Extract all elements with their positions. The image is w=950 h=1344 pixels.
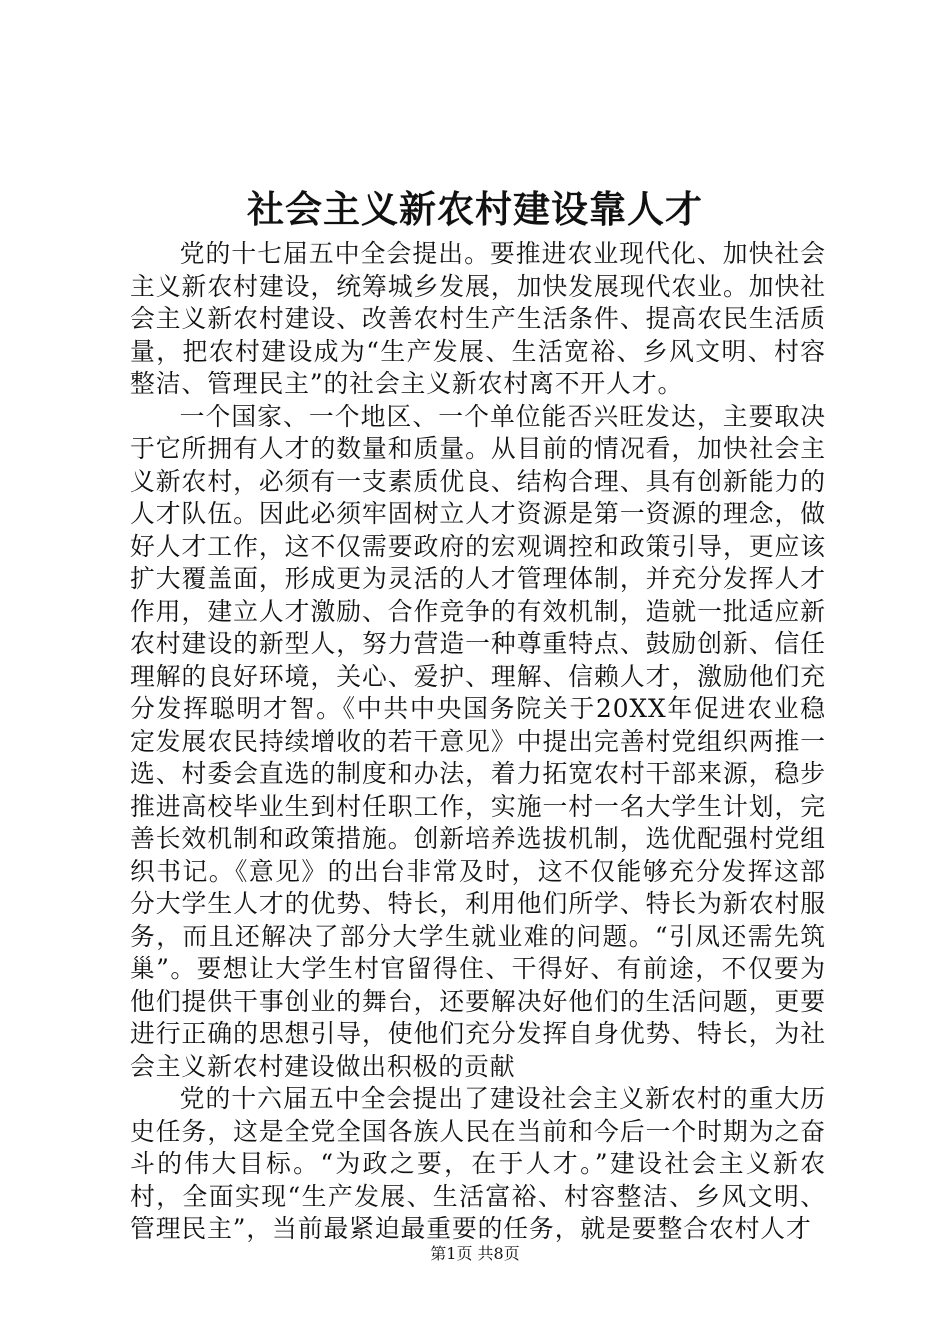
document-body (130, 238, 826, 1246)
page-footer: 第1页 共8页 (430, 1244, 520, 1263)
paragraph-1: 党的十七届五中全会提出。要推进农业现代化、加快社会主义新农村建设，统筹城乡发展，加快发展现代农业。加快社会主义新农村建设、改善农村生产生活条件、提高农民生活质量，把农村建设成为“生产发展、生活宽裕、乡风文明、村容整洁、管理民主”的社会主义新农村离不开人才。 (130, 239, 826, 398)
paragraph-3: 党的十六届五中全会提出了建设社会主义新农村的重大历史任务，这是全党全国各族人民在当前和今后一个时期为之奋斗的伟大目标。“为政之要，在于人才。”建设社会主义新农村，全面实现“生产发展、生活富裕、村容整洁、乡风文明、管理民主”，当前最紧迫最重要的任务，就是要整合农村人才 (130, 1084, 826, 1243)
document-title: 社会主义新农村建设靠人才 (247, 187, 703, 231)
paragraph-2: 一个国家、一个地区、一个单位能否兴旺发达，主要取决于它所拥有人才的数量和质量。从目前的情况看，加快社会主义新农村，必须有一支素质优良、结构合理、具有创新能力的人才队伍。因此必须牢固树立人才资源是第一资源的理念，做好人才工作，这不仅需要政府的宏观调控和政策引导，更应该扩大覆盖面，形成更为灵活的人才管理体制，并充分发挥人才作用，建立人才激励、合作竞争的有效机制，造就一批适应新农村建设的新型人，努力营造一种尊重特点、鼓励创新、信任理解的良好环境，关心、爱护、理解、信赖人才，激励他们充分发挥聪明才智。《中共中央国务院关于20XX年促进农业稳定发展农民持续增收的若干意见》中提出完善村党组织两推一选、村委会直选的制度和办法，着力拓宽农村干部来源，稳步推进高校毕业生到村任职工作，实施一村一名大学生计划，完善长效机制和政策措施。创新培养选拔机制，选优配强村党组织书记。《意见》的出台非常及时，这不仅能够充分发挥这部分大学生人才的优势、特长，利用他们所学、特长为新农村服务，而且还解决了部分大学生就业难的问题。“引凤还需先筑巢”。要想让大学生村官留得住、干得好、有前途，不仅要为他们提供干事创业的舞台，还要解决好他们的生活问题，更要进行正确的思想引导，使他们充分发挥自身优势、特长，为社会主义新农村建设做出积极的贡献 (130, 401, 826, 1081)
